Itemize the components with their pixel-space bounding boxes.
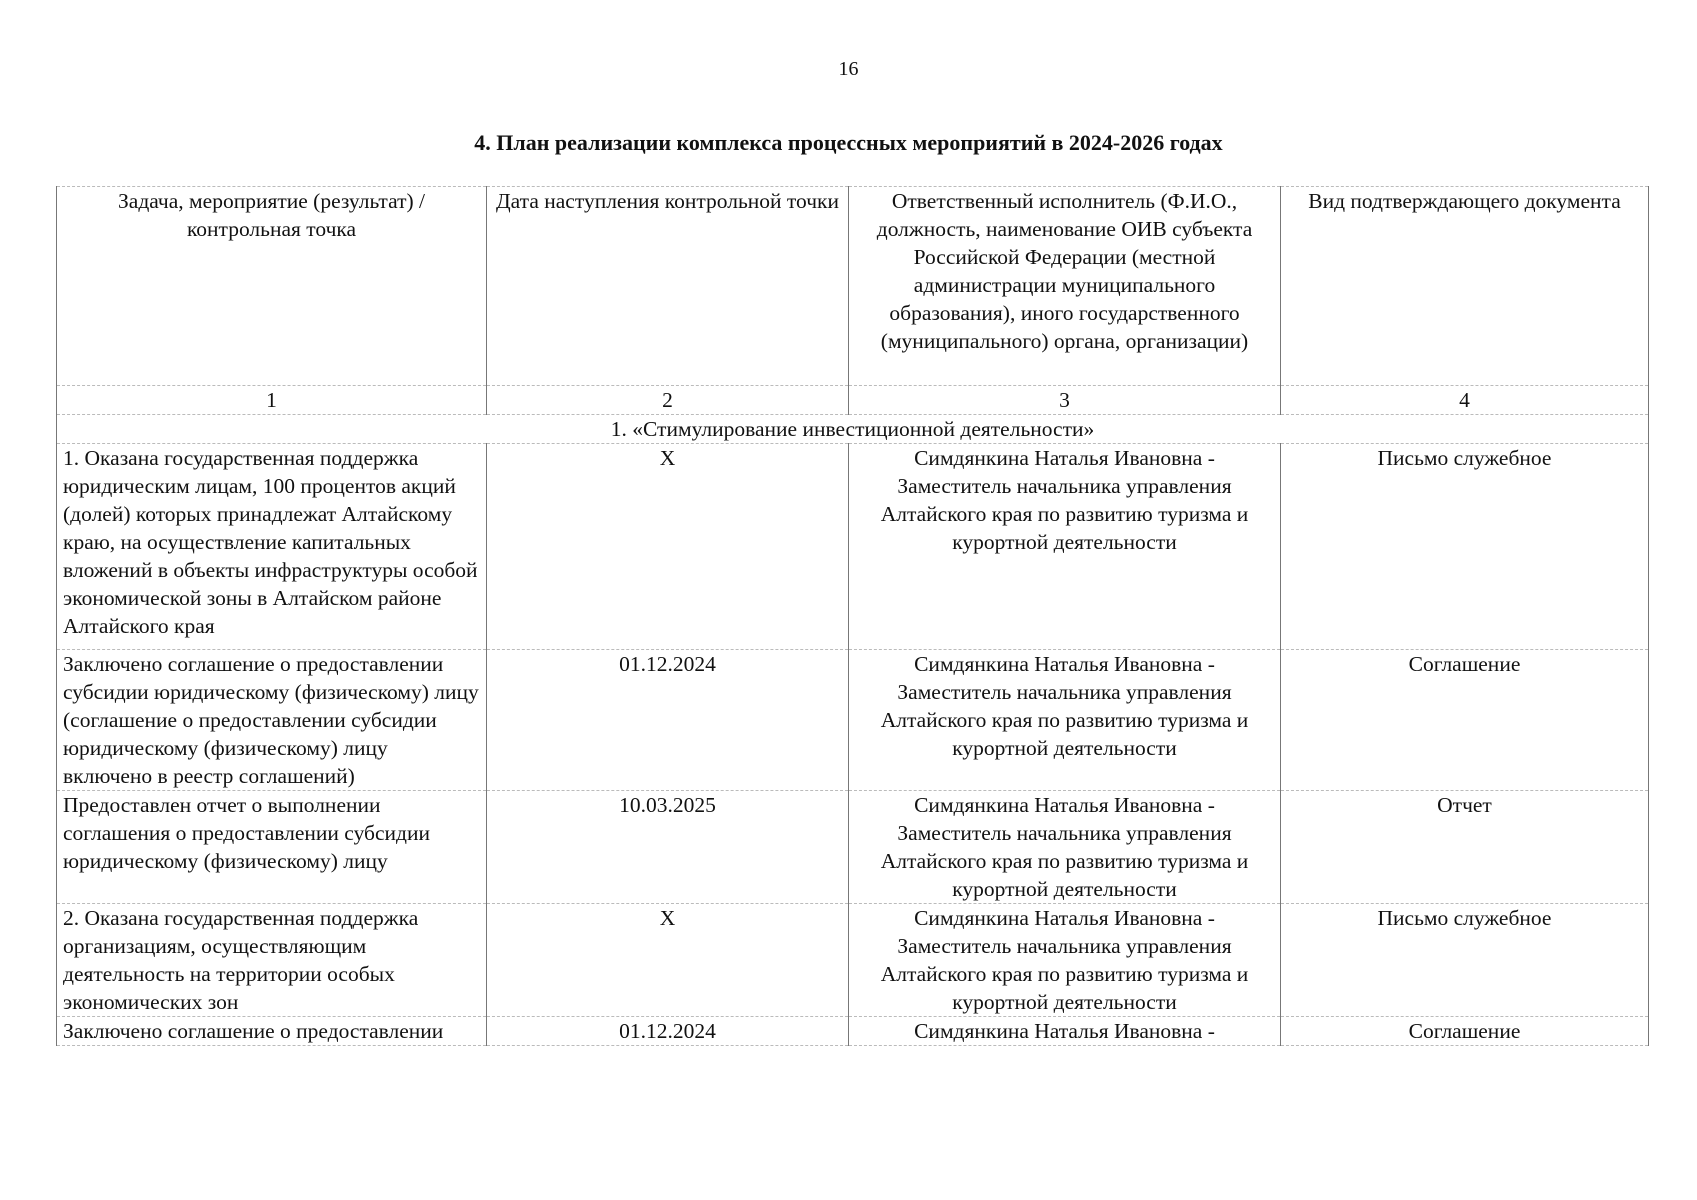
responsible-cell: Симдянкина Наталья Ивановна - Заместитель начальника управления Алтайского края по развитию туризма и курортной деятельности — [849, 444, 1281, 650]
document-title: 4. План реализации комплекса процессных мероприятий в 2024-2026 годах — [474, 130, 1223, 155]
document-cell: Соглашение — [1281, 650, 1649, 791]
page-number: 16 — [838, 58, 859, 80]
task-cell: Заключено соглашение о предоставлении — [57, 1017, 487, 1046]
header-row — [57, 187, 1649, 386]
section-title: 1. «Стимулирование инвестиционной деятельности» — [57, 415, 1649, 444]
responsible-cell: Симдянкина Наталья Ивановна - Заместитель начальника управления Алтайского края по развитию туризма и курортной деятельности — [849, 904, 1281, 1017]
column-number: 4 — [1281, 386, 1649, 415]
table-row — [57, 1017, 1649, 1046]
date-cell: X — [487, 444, 849, 650]
column-header-date: Дата наступления контрольной точки — [487, 187, 849, 386]
task-cell: 1. Оказана государственная поддержка юридическим лицам, 100 процентов акций (долей) которых принадлежат Алтайскому краю, на осуществление капитальных вложений в объекты инфраструктуры особой экономической зоны в Алтайском районе Алтайского края — [57, 444, 487, 650]
column-number: 2 — [487, 386, 849, 415]
task-cell: 2. Оказана государственная поддержка организациям, осуществляющим деятельность на территории особых экономических зон — [57, 904, 487, 1017]
table-row — [57, 904, 1649, 1017]
document-cell: Письмо служебное — [1281, 904, 1649, 1017]
date-cell: X — [487, 904, 849, 1017]
date-cell: 01.12.2024 — [487, 1017, 849, 1046]
responsible-cell: Симдянкина Наталья Ивановна - Заместитель начальника управления Алтайского края по развитию туризма и курортной деятельности — [849, 791, 1281, 904]
column-number-row — [57, 386, 1649, 415]
table-row — [57, 650, 1649, 791]
column-number: 3 — [849, 386, 1281, 415]
document-cell: Соглашение — [1281, 1017, 1649, 1046]
plan-table — [56, 186, 1649, 1046]
date-cell: 10.03.2025 — [487, 791, 849, 904]
table-row — [57, 444, 1649, 650]
task-cell: Заключено соглашение о предоставлении субсидии юридическому (физическому) лицу (соглашение о предоставлении субсидии юридическому (физическому) лицу включено в реестр соглашений) — [57, 650, 487, 791]
responsible-cell: Симдянкина Наталья Ивановна - Заместитель начальника управления Алтайского края по развитию туризма и курортной деятельности — [849, 650, 1281, 791]
date-cell: 01.12.2024 — [487, 650, 849, 791]
column-header-document: Вид подтверждающего документа — [1281, 187, 1649, 386]
section-row — [57, 415, 1649, 444]
column-header-responsible: Ответственный исполнитель (Ф.И.О., должность, наименование ОИВ субъекта Российской Федерации (местной администрации муниципального образования), иного государственного (муниципального) органа, организации) — [849, 187, 1281, 386]
document-cell: Отчет — [1281, 791, 1649, 904]
column-header-task: Задача, мероприятие (результат) / контрольная точка — [57, 187, 487, 386]
table-row — [57, 791, 1649, 904]
task-cell: Предоставлен отчет о выполнении соглашения о предоставлении субсидии юридическому (физическому) лицу — [57, 791, 487, 904]
responsible-cell: Симдянкина Наталья Ивановна - — [849, 1017, 1281, 1046]
document-cell: Письмо служебное — [1281, 444, 1649, 650]
column-number: 1 — [57, 386, 487, 415]
